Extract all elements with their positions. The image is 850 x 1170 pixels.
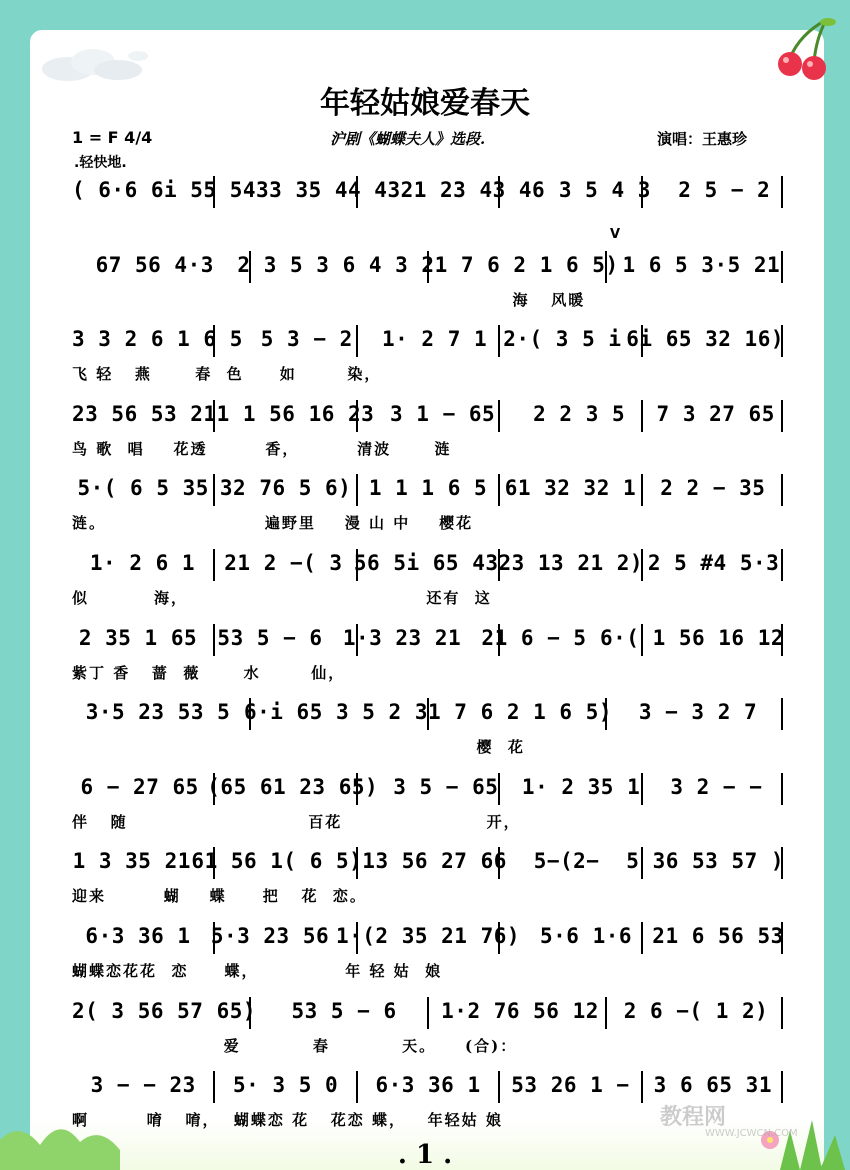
measure: 3 5 − 65 (393, 774, 499, 799)
score-system (72, 620, 784, 692)
notation-row (72, 1073, 784, 1097)
score-system (72, 993, 784, 1065)
score-system (72, 918, 784, 990)
score-system (72, 226, 784, 319)
measure: 5 36 53 57 ) (626, 849, 785, 874)
score-system (72, 545, 784, 617)
watermark: 教程网 (660, 1105, 727, 1130)
lyrics-line: 似 海， 还有 这 (72, 589, 492, 607)
measure: 1 7 6 2 1 6 5) (428, 700, 613, 725)
lyrics-line: 飞 轻 燕 春 色 如 染， (72, 365, 382, 384)
measure: 5 3 − 2 (260, 327, 353, 352)
measure: 23 13 21 2) (498, 551, 644, 575)
measure: 5·( 6 5 35 (77, 476, 209, 501)
score-system (72, 321, 784, 393)
notation-row (72, 402, 784, 426)
measure: 6·3 36 1 (85, 924, 191, 948)
notation-row (72, 551, 784, 575)
measure: 61 56 1( 6 5) (191, 849, 363, 874)
score-system (72, 843, 784, 915)
key-signature: 1 = F 4/4 (72, 128, 153, 147)
measure: 3 1 − 65 (390, 401, 496, 426)
measure: 2 2 − 35 (660, 476, 766, 501)
score-system (72, 470, 784, 542)
measure: 2 5 #4 5·3 (647, 551, 780, 575)
notation-row (72, 700, 784, 724)
lyrics-line: 迎来 蝴 蝶 把 花 恋。 (72, 887, 367, 906)
measure: 7 3 27 65 (656, 401, 775, 426)
notation-row (72, 178, 784, 202)
score-system (72, 769, 784, 841)
measure: 1· 2 7 1 (381, 327, 488, 352)
measure: 6·( 1 56 16 12 (600, 625, 785, 650)
measure: 1 1 56 16 23 (216, 401, 375, 426)
measure: 6 − 27 65 (80, 774, 199, 799)
measure: 2 35 1 65 (78, 625, 198, 650)
measure: 53 26 1 − (511, 1073, 630, 1098)
measure: 6·i 65 3 5 2 3 (243, 700, 428, 725)
tempo-marking: .轻快地. (74, 155, 127, 171)
measure: (65 61 23 65) (207, 774, 379, 799)
measure: 1 7 6 2 1 6 5) (434, 252, 619, 277)
measure: 6·3 36 1 (375, 1073, 481, 1098)
measure: 13 56 27 66 (362, 849, 507, 874)
measure: 5−(2− (533, 849, 600, 874)
measure: 5· 3 5 0 (233, 1073, 339, 1098)
measure: 1·2 76 56 12 (441, 998, 599, 1023)
measure: 5·6 1·6 (540, 924, 633, 948)
measure: 5·3 23 56 (210, 924, 330, 948)
measure: 1 1 1 6 5 (368, 476, 488, 501)
measure: 6i 65 32 16) (626, 327, 784, 352)
measure: 53 5 − 6 (291, 998, 397, 1023)
measure: ( 6·6 6i 55 54 (72, 178, 257, 202)
notation-row (72, 253, 784, 277)
notation-row (72, 775, 784, 799)
notation-row (72, 924, 784, 948)
measure: 3 2 − − (670, 774, 763, 799)
measure: 33 35 44 43 (256, 178, 401, 202)
measure: 1· 2 6 1 (89, 551, 196, 575)
measure: 21 6 − 5 (481, 625, 587, 650)
measure: 1·(2 35 21 76) (336, 924, 521, 948)
measure: 3·5 23 53 5 (85, 700, 231, 725)
measure: 2 3 5 3 6 4 3 2 (237, 252, 435, 277)
watermark-url: WWW.JCWCN.COM (705, 1128, 798, 1139)
measure: 21 6 56 53 (652, 924, 784, 948)
lyrics-line: 伴 随 百花 开， (72, 812, 521, 831)
measure: 32 76 5 6) (219, 476, 352, 501)
measure: 3 3 2 6 1 6 5 (72, 327, 243, 352)
measure: 21 23 43 46 (400, 178, 546, 202)
song-title: 年轻姑娘爱春天 (320, 86, 530, 121)
lyrics-line: 海 风暖 (72, 290, 586, 309)
notation-row (72, 626, 784, 650)
lyrics-line: 樱 花 (72, 738, 525, 757)
measure: 1 3 35 21 (72, 849, 191, 874)
lyrics-line: 鸟 歌 唱 花透 香， 清波 涟 (72, 439, 452, 458)
page-number: . 1 . (397, 1140, 453, 1170)
measure: 2 2 3 5 (533, 401, 626, 426)
measure: 2( 3 56 57 65) (72, 998, 257, 1023)
measure: 67 56 4·3 (95, 252, 214, 277)
score-system (72, 396, 784, 468)
score-system (72, 172, 784, 244)
measure: 3 − − 23 (90, 1073, 196, 1098)
singer-credit: 演唱：王惠珍 (657, 130, 748, 148)
score-system (72, 694, 784, 766)
measure: 21 2 −( 3 (224, 551, 343, 575)
notation-row (72, 999, 784, 1023)
cherry-icon (770, 14, 840, 84)
lyrics-line: 紫丁 香 蔷 薇 水 仙， (72, 663, 346, 682)
measure: 3 − 3 2 7 (638, 700, 758, 725)
measure: 1· 2 35 1 (521, 774, 641, 799)
measure: 2 5 − 2 (678, 178, 771, 202)
lyrics-line: 啊 唷 唷， 蝴蝶恋 花 花恋 蝶， 年轻姑 娘 (72, 1111, 503, 1130)
measure: 56 5i 65 43 (353, 551, 499, 575)
lyrics-line: 蝴蝶恋花花 恋 蝶， 年 轻 姑 娘 (72, 962, 443, 980)
measure: 3 5 4 3 (558, 178, 651, 202)
measure: 53 5 − 6 (217, 625, 323, 650)
notation-row (72, 849, 784, 873)
measure: 61 32 32 1 (504, 476, 637, 501)
breath-mark: V (610, 226, 621, 242)
measure: 2 6 −( 1 2) (623, 998, 769, 1023)
measure: 2·( 3 5 i (503, 327, 622, 352)
song-subtitle: 沪剧《蝴蝶夫人》选段. (330, 130, 486, 148)
measure: 3 6 65 31 (653, 1073, 772, 1098)
measure: 1·3 23 21 (342, 625, 462, 650)
measure: 1 6 5 3·5 21 (622, 252, 781, 277)
lyrics-line: 涟。 遍野里 漫 山 中 樱花 (72, 514, 474, 533)
measure: 23 56 53 21 (72, 401, 217, 426)
lyrics-line: 爱 春 天。 (合)： (72, 1036, 518, 1055)
notation-row (72, 476, 784, 500)
notation-row (72, 327, 784, 351)
